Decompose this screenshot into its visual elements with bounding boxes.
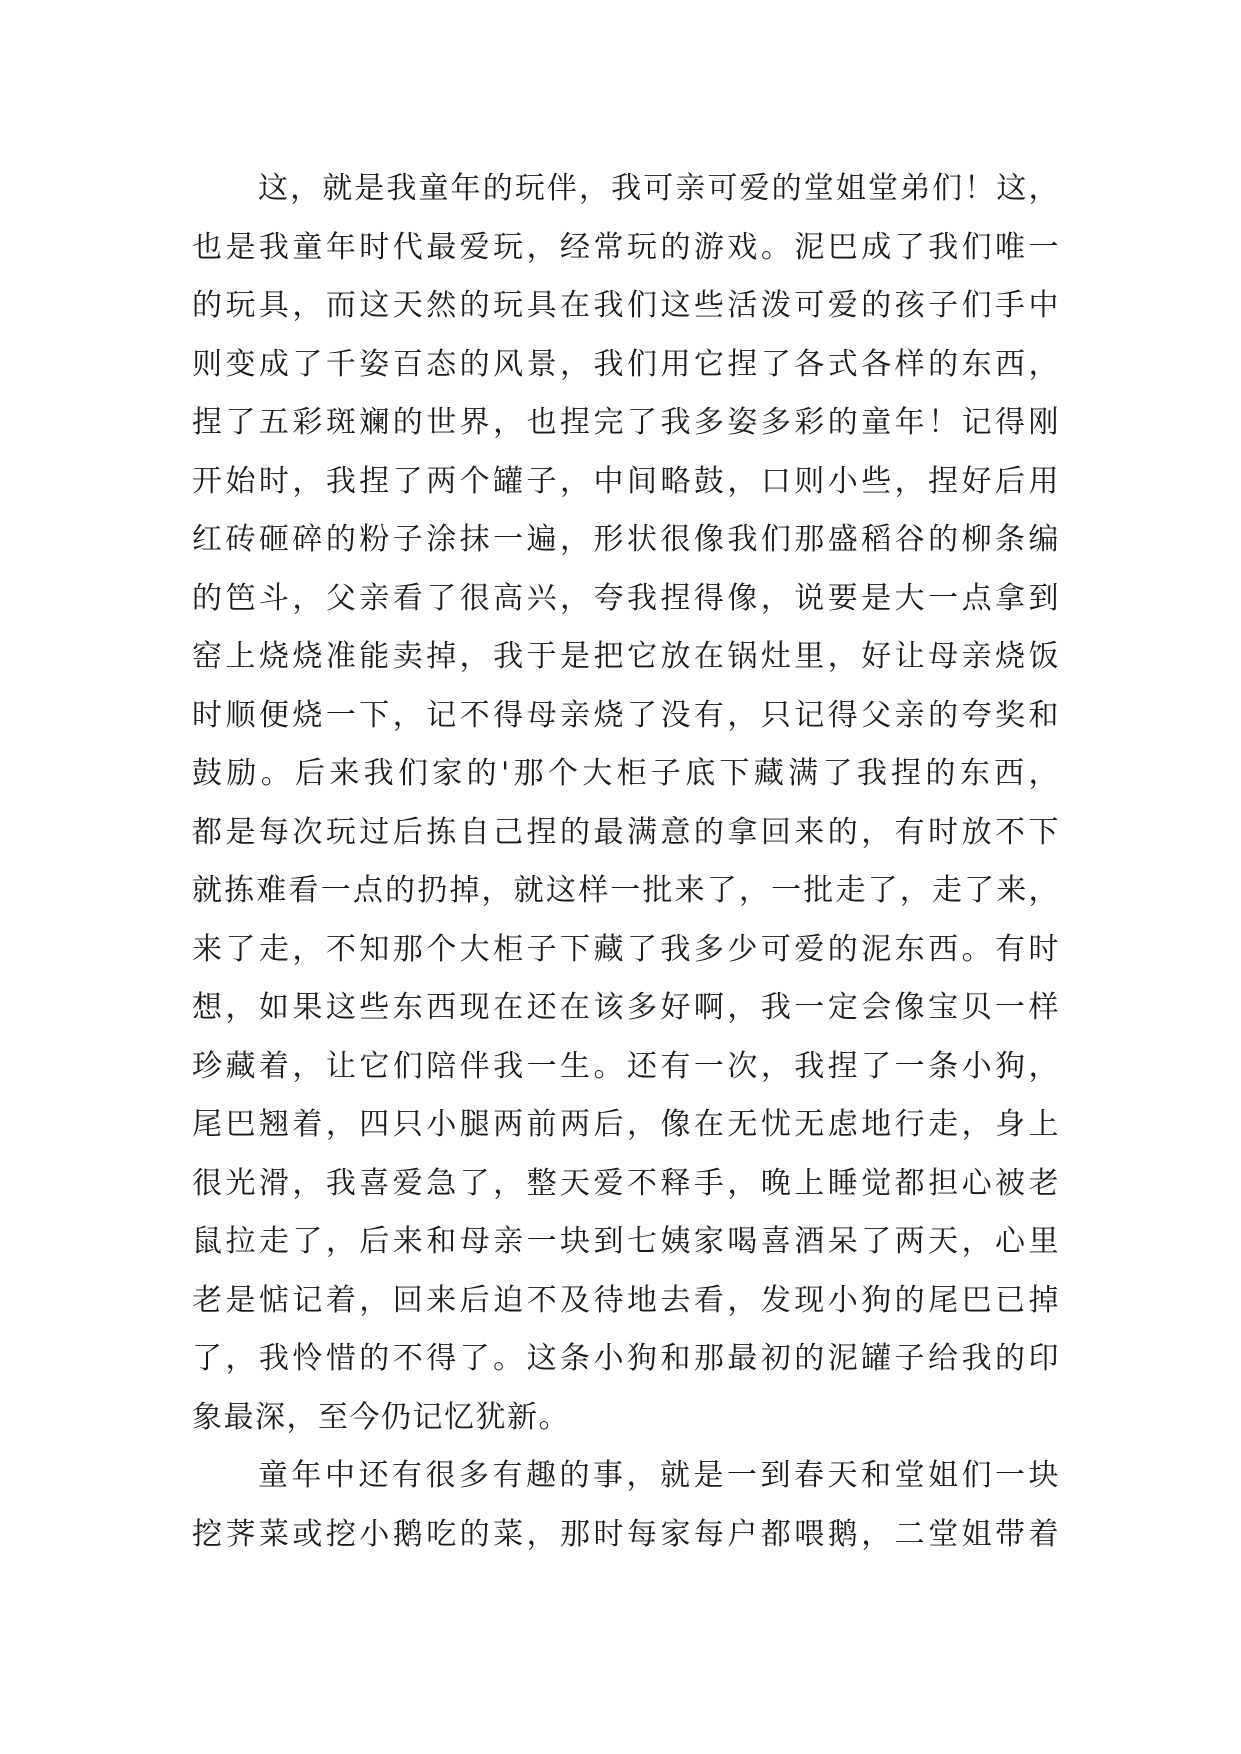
text-line: 很光滑，我喜爱急了，整天爱不释手，晚上睡觉都担心被老 <box>192 1165 1060 1201</box>
text-line: 尾巴翘着，四只小腿两前两后，像在无忧无虑地行走，身上 <box>192 1107 1060 1142</box>
text-line: 则变成了千姿百态的风景，我们用它捏了各式各样的东西， <box>192 346 1060 382</box>
text-line: 了，我怜惜的不得了。这条小狗和那最初的泥罐子给我的印 <box>192 1341 1060 1376</box>
text-line: 红砖砸碎的粉子涂抹一遍，形状很像我们那盛稻谷的柳条编 <box>192 522 1060 557</box>
text-line: 开始时，我捏了两个罐子，中间略鼓，口则小些，捏好后用 <box>192 463 1060 499</box>
text-line: 都是每次玩过后拣自己捏的最满意的拿回来的，有时放不下 <box>192 814 1060 850</box>
text-line: 挖荠菜或挖小鹅吃的菜，那时每家每户都喂鹅，二堂姐带着 <box>192 1516 1060 1552</box>
text-line: 珍藏着，让它们陪伴我一生。还有一次，我捏了一条小狗， <box>192 1048 1060 1084</box>
text-line: 鼠拉走了，后来和母亲一块到七姨家喝喜酒呆了两天，心里 <box>192 1224 1060 1259</box>
text-line: 老是惦记着，回来后迫不及待地去看，发现小狗的尾巴已掉 <box>192 1282 1060 1318</box>
text-line: 这，就是我童年的玩伴，我可亲可爱的堂姐堂弟们！这， <box>258 171 1060 206</box>
text-line: 的笆斗，父亲看了很高兴，夸我捏得像，说要是大一点拿到 <box>192 580 1060 616</box>
paragraph-2 <box>192 1447 1060 1564</box>
text-line: 就拣难看一点的扔掉，就这样一批来了，一批走了，走了来， <box>192 873 1060 908</box>
text-line: 想，如果这些东西现在还在该多好啊，我一定会像宝贝一样 <box>192 990 1060 1025</box>
text-line: 窑上烧烧准能卖掉，我于是把它放在锅灶里，好让母亲烧饭 <box>192 639 1060 674</box>
text-line: 象最深，至今仍记忆犹新。 <box>192 1399 570 1435</box>
text-line: 鼓励。后来我们家的'那个大柜子底下藏满了我捏的东西， <box>192 756 1060 791</box>
text-line: 童年中还有很多有趣的事，就是一到春天和堂姐们一块 <box>258 1458 1060 1493</box>
text-line: 捏了五彩斑斓的世界，也捏完了我多姿多彩的童年！记得刚 <box>192 405 1060 440</box>
text-line: 时顺便烧一下，记不得母亲烧了没有，只记得父亲的夸奖和 <box>192 697 1060 733</box>
text-line: 的玩具，而这天然的玩具在我们这些活泼可爱的孩子们手中 <box>192 288 1060 323</box>
body-text <box>192 160 1060 1564</box>
paragraph-1 <box>192 160 1060 1447</box>
text-line: 来了走，不知那个大柜子下藏了我多少可爱的泥东西。有时 <box>192 931 1060 967</box>
text-line: 也是我童年时代最爱玩，经常玩的游戏。泥巴成了我们唯一 <box>192 229 1060 265</box>
